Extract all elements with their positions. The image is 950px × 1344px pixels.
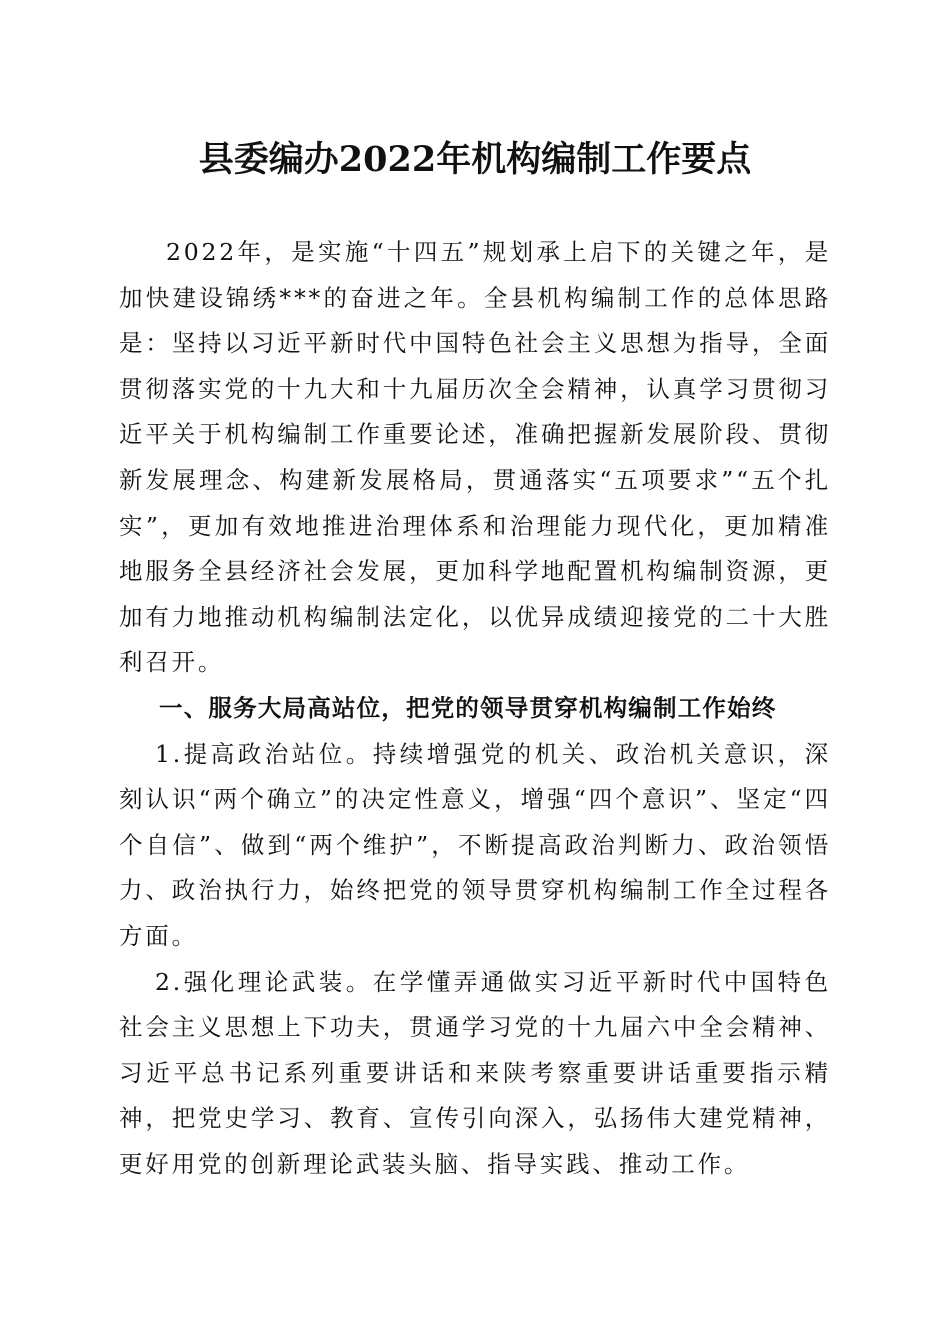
section-heading-1: 一、服务大局高站位，把党的领导贯穿机构编制工作始终 (159, 693, 777, 722)
intro-paragraph: 2022年，是实施“十四五”规划承上启下的关键之年，是加快建设锦绣***的奋进之年。全县机构编制工作的总体思路是：坚持以习近平新时代中国特色社会主义思想为指导，全面贯彻落实党的十九大和十九届历次全会精神，认真学习贯彻习近平关于机构编制工作重要论述，准确把握新发展阶段、贯彻新发展理念、构建新发展格局，贯通落实“五项要求”“五个扎实”，更加有效地推进治理体系和治理能力现代化，更加精准地服务全县经济社会发展，更加科学地配置机构编制资源，更加有力地推动机构编制法定化，以优异成绩迎接党的二十大胜利召开。 (119, 238, 831, 677)
document-title: 县委编办2022年机构编制工作要点 (198, 139, 752, 180)
item-paragraph-1: 1.提高政治站位。持续增强党的机关、政治机关意识，深刻认识“两个确立”的决定性意义，增强“四个意识”、坚定“四个自信”、做到“两个维护”，不断提高政治判断力、政治领悟力、政治执行力，始终把党的领导贯穿机构编制工作全过程各方面。 (119, 739, 831, 950)
item-paragraph-2: 2.强化理论武装。在学懂弄通做实习近平新时代中国特色社会主义思想上下功夫，贯通学习党的十九届六中全会精神、习近平总书记系列重要讲话和来陕考察重要讲话重要指示精神，把党史学习、教育、宣传引向深入，弘扬伟大建党精神，更好用党的创新理论武装头脑、指导实践、推动工作。 (119, 967, 831, 1178)
document-body (119, 230, 831, 1187)
